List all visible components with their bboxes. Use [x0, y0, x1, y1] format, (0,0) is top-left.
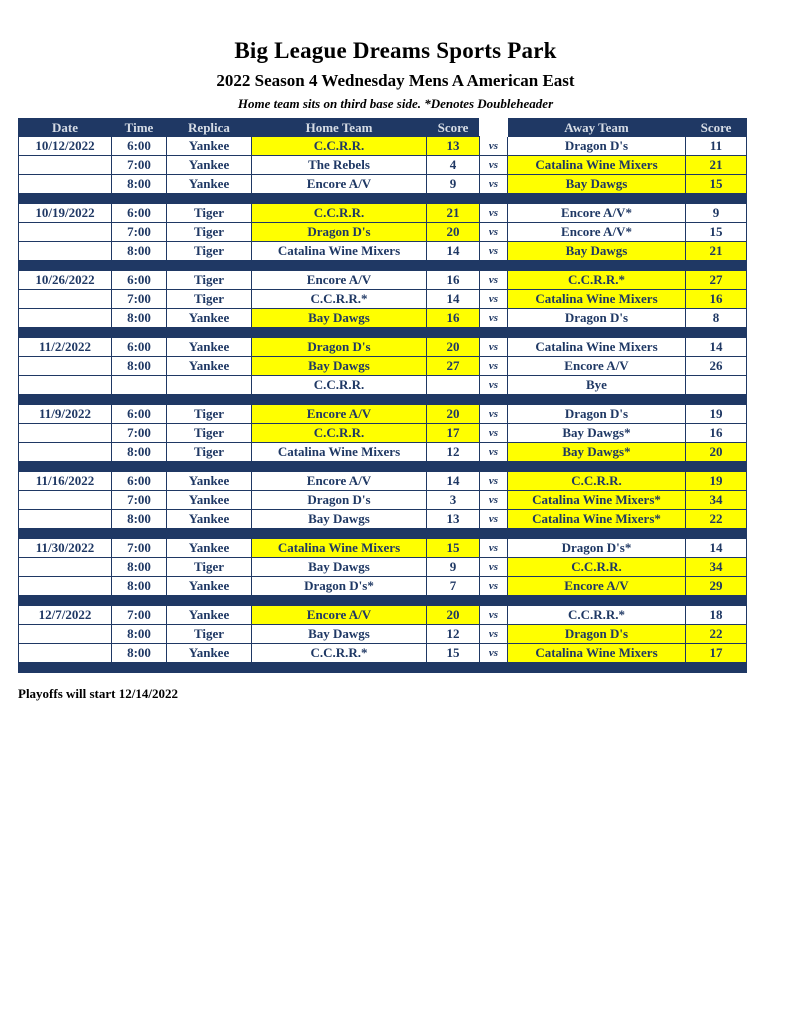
time-cell: 7:00 [112, 290, 167, 309]
away-score-cell: 29 [686, 577, 747, 596]
vs-cell: vs [480, 271, 508, 290]
away-score-cell: 20 [686, 443, 747, 462]
time-cell: 8:00 [112, 242, 167, 261]
away-score-cell: 16 [686, 424, 747, 443]
replica-cell: Yankee [167, 156, 252, 175]
replica-cell: Tiger [167, 204, 252, 223]
home-team-cell: C.C.R.R. [252, 376, 427, 395]
home-score-cell: 12 [427, 625, 480, 644]
home-team-cell: Bay Dawgs [252, 309, 427, 328]
away-team-cell: Bay Dawgs [508, 175, 686, 194]
date-cell [19, 175, 112, 194]
vs-cell: vs [480, 606, 508, 625]
home-score-cell: 15 [427, 539, 480, 558]
header-home-team: Home Team [252, 119, 427, 137]
replica-cell: Tiger [167, 443, 252, 462]
date-cell [19, 223, 112, 242]
time-cell: 6:00 [112, 405, 167, 424]
vs-cell: vs [480, 376, 508, 395]
date-cell: 12/7/2022 [19, 606, 112, 625]
game-row [19, 606, 747, 625]
away-score-cell: 14 [686, 338, 747, 357]
date-cell [19, 510, 112, 529]
date-cell [19, 156, 112, 175]
group-separator [19, 462, 747, 472]
vs-cell: vs [480, 491, 508, 510]
home-team-cell: Dragon D's [252, 223, 427, 242]
group-separator [19, 596, 747, 606]
replica-cell: Yankee [167, 644, 252, 663]
vs-cell: vs [480, 137, 508, 156]
game-row [19, 405, 747, 424]
home-score-cell: 13 [427, 510, 480, 529]
away-score-cell: 27 [686, 271, 747, 290]
vs-cell: vs [480, 558, 508, 577]
away-team-cell: Encore A/V [508, 577, 686, 596]
home-score-cell: 3 [427, 491, 480, 510]
away-score-cell: 11 [686, 137, 747, 156]
away-score-cell: 17 [686, 644, 747, 663]
home-team-cell: Bay Dawgs [252, 558, 427, 577]
home-team-cell: Catalina Wine Mixers [252, 242, 427, 261]
home-team-cell: Encore A/V [252, 175, 427, 194]
home-score-cell: 14 [427, 242, 480, 261]
replica-cell: Yankee [167, 137, 252, 156]
home-team-cell: Bay Dawgs [252, 510, 427, 529]
time-cell: 8:00 [112, 443, 167, 462]
vs-cell: vs [480, 510, 508, 529]
home-team-cell: Catalina Wine Mixers [252, 539, 427, 558]
replica-cell: Yankee [167, 175, 252, 194]
page-subtitle: 2022 Season 4 Wednesday Mens A American East [216, 71, 575, 90]
away-score-cell [686, 376, 747, 395]
date-cell [19, 290, 112, 309]
vs-cell: vs [480, 338, 508, 357]
group-separator-bar [19, 328, 747, 338]
replica-cell: Tiger [167, 405, 252, 424]
home-score-cell: 9 [427, 558, 480, 577]
home-team-cell: The Rebels [252, 156, 427, 175]
away-team-cell: Encore A/V* [508, 223, 686, 242]
vs-cell: vs [480, 443, 508, 462]
time-cell [112, 376, 167, 395]
replica-cell: Yankee [167, 606, 252, 625]
away-score-cell: 34 [686, 558, 747, 577]
vs-cell: vs [480, 223, 508, 242]
footer-note: Playoffs will start 12/14/2022 [18, 686, 178, 701]
away-score-cell: 16 [686, 290, 747, 309]
replica-cell: Tiger [167, 424, 252, 443]
home-team-cell: Dragon D's* [252, 577, 427, 596]
group-separator-bar [19, 529, 747, 539]
date-cell [19, 376, 112, 395]
away-team-cell: Dragon D's [508, 625, 686, 644]
game-row [19, 242, 747, 261]
date-cell [19, 558, 112, 577]
away-score-cell: 26 [686, 357, 747, 376]
away-team-cell: C.C.R.R. [508, 472, 686, 491]
away-team-cell: Dragon D's [508, 405, 686, 424]
group-separator [19, 395, 747, 405]
time-cell: 8:00 [112, 510, 167, 529]
date-cell [19, 625, 112, 644]
header-away-team: Away Team [508, 119, 686, 137]
replica-cell: Tiger [167, 223, 252, 242]
game-row [19, 558, 747, 577]
header-replica: Replica [167, 119, 252, 137]
home-score-cell: 20 [427, 606, 480, 625]
away-team-cell: Dragon D's [508, 137, 686, 156]
schedule-table [18, 118, 747, 673]
group-separator-bar [19, 462, 747, 472]
group-separator [19, 663, 747, 673]
time-cell: 6:00 [112, 204, 167, 223]
vs-cell: vs [480, 156, 508, 175]
home-score-cell: 14 [427, 472, 480, 491]
date-cell: 11/9/2022 [19, 405, 112, 424]
away-score-cell: 8 [686, 309, 747, 328]
header-home-score: Score [427, 119, 480, 137]
replica-cell: Yankee [167, 309, 252, 328]
vs-cell: vs [480, 309, 508, 328]
replica-cell: Yankee [167, 472, 252, 491]
home-team-cell: Encore A/V [252, 472, 427, 491]
game-row [19, 156, 747, 175]
replica-cell: Yankee [167, 510, 252, 529]
away-team-cell: Dragon D's* [508, 539, 686, 558]
group-separator-bar [19, 596, 747, 606]
home-score-cell: 15 [427, 644, 480, 663]
vs-cell: vs [480, 472, 508, 491]
game-row [19, 376, 747, 395]
header-vs-gap [480, 119, 508, 137]
date-cell: 10/26/2022 [19, 271, 112, 290]
home-team-cell: Encore A/V [252, 606, 427, 625]
replica-cell: Yankee [167, 539, 252, 558]
away-team-cell: Catalina Wine Mixers [508, 290, 686, 309]
home-score-cell: 4 [427, 156, 480, 175]
replica-cell: Yankee [167, 577, 252, 596]
date-cell: 11/2/2022 [19, 338, 112, 357]
vs-cell: vs [480, 577, 508, 596]
date-cell [19, 309, 112, 328]
date-cell [19, 491, 112, 510]
home-team-cell: C.C.R.R.* [252, 644, 427, 663]
away-team-cell: C.C.R.R.* [508, 271, 686, 290]
away-team-cell: Encore A/V* [508, 204, 686, 223]
time-cell: 8:00 [112, 357, 167, 376]
table-header-row [19, 119, 747, 137]
date-cell: 10/12/2022 [19, 137, 112, 156]
group-separator [19, 328, 747, 338]
away-team-cell: Bay Dawgs* [508, 443, 686, 462]
game-row [19, 137, 747, 156]
away-team-cell: Encore A/V [508, 357, 686, 376]
away-score-cell: 22 [686, 510, 747, 529]
away-team-cell: Catalina Wine Mixers [508, 644, 686, 663]
time-cell: 6:00 [112, 271, 167, 290]
home-team-cell: Dragon D's [252, 491, 427, 510]
home-score-cell: 16 [427, 309, 480, 328]
date-cell: 11/16/2022 [19, 472, 112, 491]
away-score-cell: 19 [686, 472, 747, 491]
game-row [19, 577, 747, 596]
home-score-cell: 20 [427, 223, 480, 242]
time-cell: 7:00 [112, 491, 167, 510]
date-cell [19, 577, 112, 596]
away-team-cell: Bay Dawgs [508, 242, 686, 261]
time-cell: 7:00 [112, 424, 167, 443]
date-cell: 11/30/2022 [19, 539, 112, 558]
game-row [19, 443, 747, 462]
away-score-cell: 14 [686, 539, 747, 558]
group-separator [19, 261, 747, 271]
time-cell: 6:00 [112, 338, 167, 357]
home-score-cell: 13 [427, 137, 480, 156]
home-team-cell: C.C.R.R. [252, 204, 427, 223]
replica-cell: Tiger [167, 271, 252, 290]
home-team-cell: C.C.R.R. [252, 424, 427, 443]
time-cell: 7:00 [112, 223, 167, 242]
away-score-cell: 18 [686, 606, 747, 625]
home-score-cell: 27 [427, 357, 480, 376]
game-row [19, 223, 747, 242]
replica-cell: Tiger [167, 558, 252, 577]
group-separator [19, 194, 747, 204]
group-separator-bar [19, 395, 747, 405]
home-team-cell: Bay Dawgs [252, 625, 427, 644]
away-team-cell: C.C.R.R. [508, 558, 686, 577]
header-away-score: Score [686, 119, 747, 137]
away-score-cell: 15 [686, 223, 747, 242]
away-score-cell: 9 [686, 204, 747, 223]
time-cell: 6:00 [112, 472, 167, 491]
group-separator-bar [19, 663, 747, 673]
game-row [19, 309, 747, 328]
home-score-cell: 21 [427, 204, 480, 223]
replica-cell: Yankee [167, 357, 252, 376]
time-cell: 8:00 [112, 558, 167, 577]
group-separator [19, 529, 747, 539]
game-row [19, 357, 747, 376]
away-team-cell: Dragon D's [508, 309, 686, 328]
home-team-cell: Bay Dawgs [252, 357, 427, 376]
vs-cell: vs [480, 290, 508, 309]
home-score-cell: 9 [427, 175, 480, 194]
home-team-cell: C.C.R.R. [252, 137, 427, 156]
game-row [19, 175, 747, 194]
home-score-cell [427, 376, 480, 395]
away-team-cell: Catalina Wine Mixers [508, 338, 686, 357]
time-cell: 8:00 [112, 577, 167, 596]
away-score-cell: 34 [686, 491, 747, 510]
game-row [19, 338, 747, 357]
date-cell [19, 443, 112, 462]
game-row [19, 472, 747, 491]
away-team-cell: Catalina Wine Mixers* [508, 491, 686, 510]
group-separator-bar [19, 261, 747, 271]
vs-cell: vs [480, 539, 508, 558]
away-team-cell: Catalina Wine Mixers* [508, 510, 686, 529]
time-cell: 8:00 [112, 175, 167, 194]
vs-cell: vs [480, 405, 508, 424]
header-date: Date [19, 119, 112, 137]
home-team-cell: Encore A/V [252, 271, 427, 290]
replica-cell: Tiger [167, 625, 252, 644]
away-team-cell: Catalina Wine Mixers [508, 156, 686, 175]
vs-cell: vs [480, 204, 508, 223]
vs-cell: vs [480, 357, 508, 376]
header-time: Time [112, 119, 167, 137]
replica-cell: Yankee [167, 491, 252, 510]
date-cell [19, 644, 112, 663]
replica-cell: Tiger [167, 290, 252, 309]
time-cell: 8:00 [112, 625, 167, 644]
game-row [19, 644, 747, 663]
away-score-cell: 19 [686, 405, 747, 424]
away-score-cell: 21 [686, 156, 747, 175]
game-row [19, 424, 747, 443]
replica-cell: Yankee [167, 338, 252, 357]
home-team-cell: Catalina Wine Mixers [252, 443, 427, 462]
vs-cell: vs [480, 242, 508, 261]
away-score-cell: 15 [686, 175, 747, 194]
date-cell [19, 424, 112, 443]
home-score-cell: 14 [427, 290, 480, 309]
group-separator-bar [19, 194, 747, 204]
away-team-cell: Bye [508, 376, 686, 395]
away-score-cell: 22 [686, 625, 747, 644]
away-team-cell: C.C.R.R.* [508, 606, 686, 625]
time-cell: 8:00 [112, 644, 167, 663]
game-row [19, 204, 747, 223]
page-title: Big League Dreams Sports Park [234, 38, 557, 63]
away-score-cell: 21 [686, 242, 747, 261]
time-cell: 7:00 [112, 539, 167, 558]
home-score-cell: 17 [427, 424, 480, 443]
date-cell [19, 357, 112, 376]
home-score-cell: 20 [427, 405, 480, 424]
game-row [19, 491, 747, 510]
date-cell: 10/19/2022 [19, 204, 112, 223]
game-row [19, 539, 747, 558]
replica-cell [167, 376, 252, 395]
schedule-table-body [19, 137, 747, 673]
time-cell: 6:00 [112, 137, 167, 156]
home-team-cell: Encore A/V [252, 405, 427, 424]
time-cell: 7:00 [112, 156, 167, 175]
home-score-cell: 20 [427, 338, 480, 357]
home-score-cell: 7 [427, 577, 480, 596]
home-score-cell: 12 [427, 443, 480, 462]
time-cell: 7:00 [112, 606, 167, 625]
home-score-cell: 16 [427, 271, 480, 290]
vs-cell: vs [480, 644, 508, 663]
game-row [19, 290, 747, 309]
time-cell: 8:00 [112, 309, 167, 328]
vs-cell: vs [480, 424, 508, 443]
vs-cell: vs [480, 175, 508, 194]
replica-cell: Tiger [167, 242, 252, 261]
page-note: Home team sits on third base side. *Denotes Doubleheader [237, 96, 554, 111]
away-team-cell: Bay Dawgs* [508, 424, 686, 443]
home-team-cell: C.C.R.R.* [252, 290, 427, 309]
game-row [19, 271, 747, 290]
home-team-cell: Dragon D's [252, 338, 427, 357]
game-row [19, 625, 747, 644]
game-row [19, 510, 747, 529]
date-cell [19, 242, 112, 261]
vs-cell: vs [480, 625, 508, 644]
